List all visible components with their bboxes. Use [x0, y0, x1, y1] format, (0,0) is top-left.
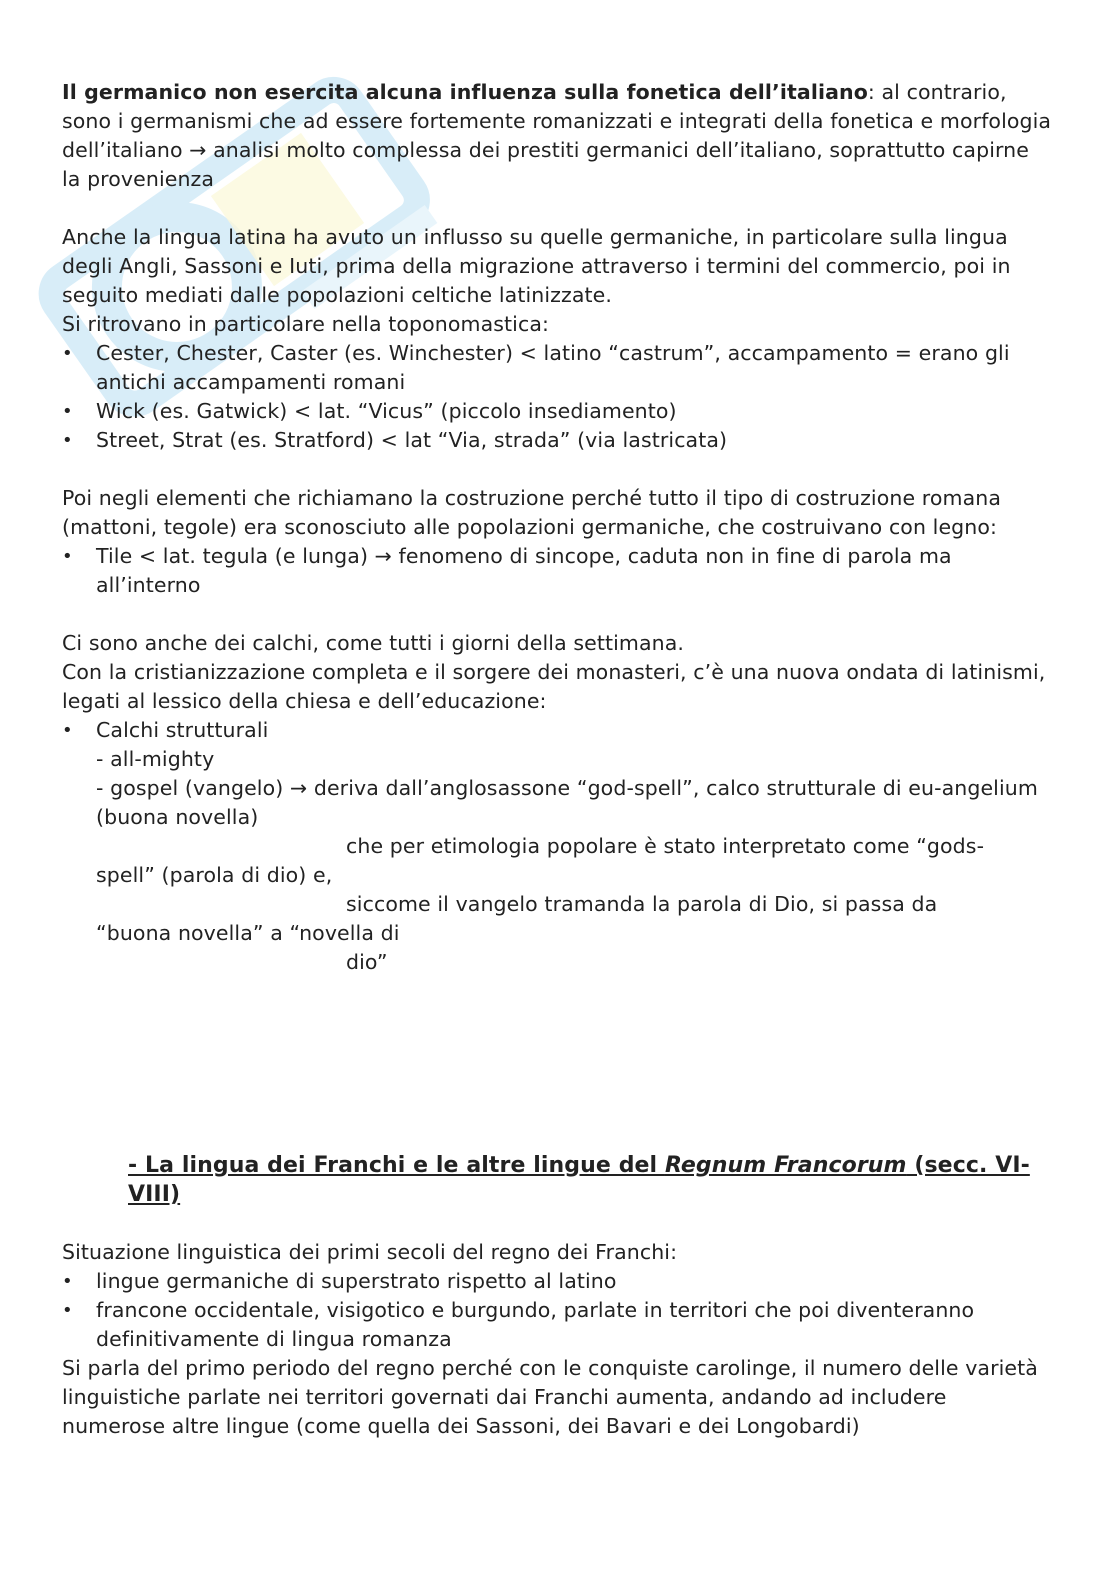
calchi-sub-line: spell” (parola di dio) e,: [96, 863, 333, 887]
calchi-sub-line: dio”: [346, 950, 388, 974]
franchi-list: [62, 1267, 1052, 1354]
paragraph-calchi: Ci sono anche dei calchi, come tutti i giorni della settimana.: [62, 631, 685, 655]
calchi-list: [62, 716, 1052, 745]
list-item: • Cester, Chester, Caster (es. Winchester) < latino “castrum”, accampamento = erano gli antichi accampamenti romani: [62, 341, 1010, 394]
calchi-sub-line: siccome il vangelo tramanda la parola di Dio, si passa da: [346, 892, 938, 916]
bullet-icon: •: [62, 401, 73, 422]
calchi-sub-line: che per etimologia popolare è stato interpretato come “gods-: [346, 834, 985, 858]
calchi-sub-line: - gospel (vangelo) → deriva dall’anglosassone “god-spell”, calco strutturale di eu-angelium (buona novella): [96, 776, 1038, 829]
construction-list: [62, 542, 1052, 600]
paragraph-first-period: Si parla del primo periodo del regno perché con le conquiste carolinge, il numero delle varietà linguistiche parlate nei territori governati dai Franchi aumenta, andando ad includere numerose altre lingue (come quella dei Sassoni, dei Bavari e dei Longobardi): [62, 1356, 1038, 1438]
bullet-icon: •: [62, 430, 73, 451]
list-item: • Tile < lat. tegula (e lunga) → fenomeno di sincope, caduta non in fine di parola ma all’interno: [62, 544, 952, 597]
section-heading: - La lingua dei Franchi e le altre lingue del Regnum Francorum (secc. VI-VIII): [128, 1153, 1030, 1207]
document-body: [62, 78, 1052, 1441]
list-item: • francone occidentale, visigotico e burgundo, parlate in territori che poi diventeranno definitivamente di lingua romanza: [62, 1298, 975, 1351]
paragraph-construction: Poi negli elementi che richiamano la costruzione perché tutto il tipo di costruzione romana (mattoni, tegole) era sconosciuto alle popolazioni germaniche, che costruivano con legno:: [62, 486, 1001, 539]
bullet-icon: •: [62, 343, 73, 364]
calchi-sub-line: - all-mighty: [96, 747, 215, 771]
intro-bold-text: Il germanico non esercita alcuna influenza sulla fonetica dell’italiano: [62, 80, 868, 104]
bullet-icon: •: [62, 546, 73, 567]
list-item: • Street, Strat (es. Stratford) < lat “Via, strada” (via lastricata): [62, 426, 1052, 455]
paragraph-situation: Situazione linguistica dei primi secoli del regno dei Franchi:: [62, 1240, 678, 1264]
bullet-icon: •: [62, 1300, 73, 1321]
bullet-icon: •: [62, 1271, 73, 1292]
bullet-icon: •: [62, 720, 73, 741]
list-item: • Wick (es. Gatwick) < lat. “Vicus” (piccolo insediamento): [62, 397, 1052, 426]
list-item: • lingue germaniche di superstrato rispetto al latino: [62, 1267, 1052, 1296]
paragraph-latin-influence: Anche la lingua latina ha avuto un influsso su quelle germaniche, in particolare sulla lingua degli Angli, Sassoni e Iuti, prima della migrazione attraverso i termini del commercio, poi in seguito mediati dalle popolazioni celtiche latinizzate.: [62, 225, 1011, 307]
intro-text: : al contrario, sono i germanismi che ad essere fortemente romanizzati e integrati della fonetica e morfologia dell’italiano → analisi molto complessa dei prestiti germanici dell’italiano, soprattutto capirne la provenienza: [62, 80, 1052, 191]
toponymy-list: [62, 339, 1052, 455]
calchi-sub-line: “buona novella” a “novella di: [96, 921, 400, 945]
paragraph-christianization: Con la cristianizzazione completa e il sorgere dei monasteri, c’è una nuova ondata di latinismi, legati al lessico della chiesa e dell’educazione:: [62, 660, 1046, 713]
list-item: • Calchi strutturali: [62, 716, 1052, 745]
paragraph-intro: [62, 78, 1052, 194]
paragraph-toponymy: Si ritrovano in particolare nella toponomastica:: [62, 312, 549, 336]
